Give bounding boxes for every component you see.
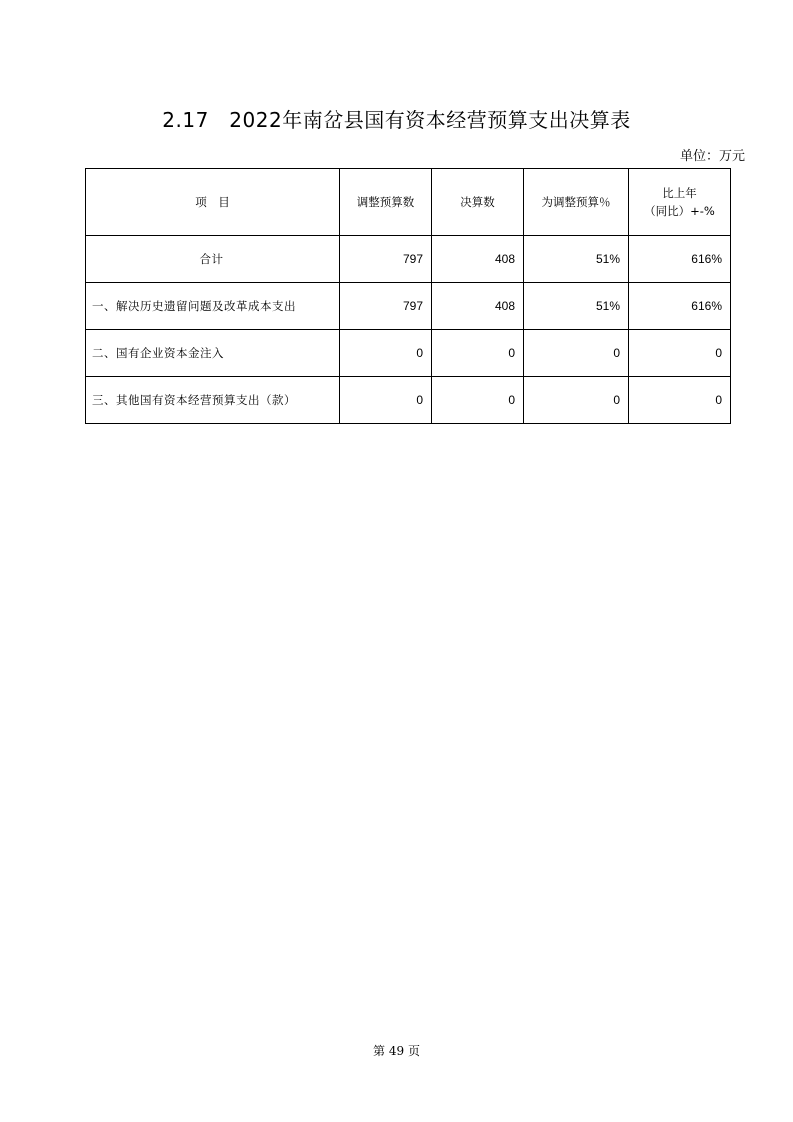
row-item: 三、其他国有资本经营预算支出（款） xyxy=(86,377,340,424)
row-pct-of-adjusted: 0 xyxy=(524,330,629,377)
unit-label: 单位：万元 xyxy=(679,149,745,164)
row-final: 408 xyxy=(432,283,524,330)
table-row xyxy=(86,283,731,330)
header-final: 决算数 xyxy=(432,169,524,236)
row-item: 合计 xyxy=(86,236,340,283)
table-header-row xyxy=(86,169,731,236)
row-item: 二、国有企业资本金注入 xyxy=(86,330,340,377)
header-yoy xyxy=(629,169,731,236)
row-yoy: 0 xyxy=(629,377,731,424)
row-final: 0 xyxy=(432,377,524,424)
row-final: 408 xyxy=(432,236,524,283)
header-yoy-line2: （同比）+-% xyxy=(644,204,715,218)
row-adjusted-budget: 797 xyxy=(340,283,432,330)
row-yoy: 616% xyxy=(629,236,731,283)
row-final: 0 xyxy=(432,330,524,377)
table-row xyxy=(86,330,731,377)
row-yoy: 0 xyxy=(629,330,731,377)
header-pct-of-adjusted: 为调整预算％ xyxy=(524,169,629,236)
header-item: 项 目 xyxy=(86,169,340,236)
budget-table xyxy=(85,168,731,424)
row-pct-of-adjusted: 51% xyxy=(524,283,629,330)
row-yoy: 616% xyxy=(629,283,731,330)
row-pct-of-adjusted: 51% xyxy=(524,236,629,283)
page-title: 2.17 2022年南岔县国有资本经营预算支出决算表 xyxy=(162,108,631,132)
row-pct-of-adjusted: 0 xyxy=(524,377,629,424)
row-adjusted-budget: 797 xyxy=(340,236,432,283)
row-adjusted-budget: 0 xyxy=(340,377,432,424)
row-adjusted-budget: 0 xyxy=(340,330,432,377)
page-number: 第 49 页 xyxy=(373,1044,420,1058)
table-row xyxy=(86,377,731,424)
header-adjusted-budget: 调整预算数 xyxy=(340,169,432,236)
header-yoy-line1: 比上年 xyxy=(662,186,697,200)
row-item: 一、解决历史遗留问题及改革成本支出 xyxy=(86,283,340,330)
table-row-total xyxy=(86,236,731,283)
